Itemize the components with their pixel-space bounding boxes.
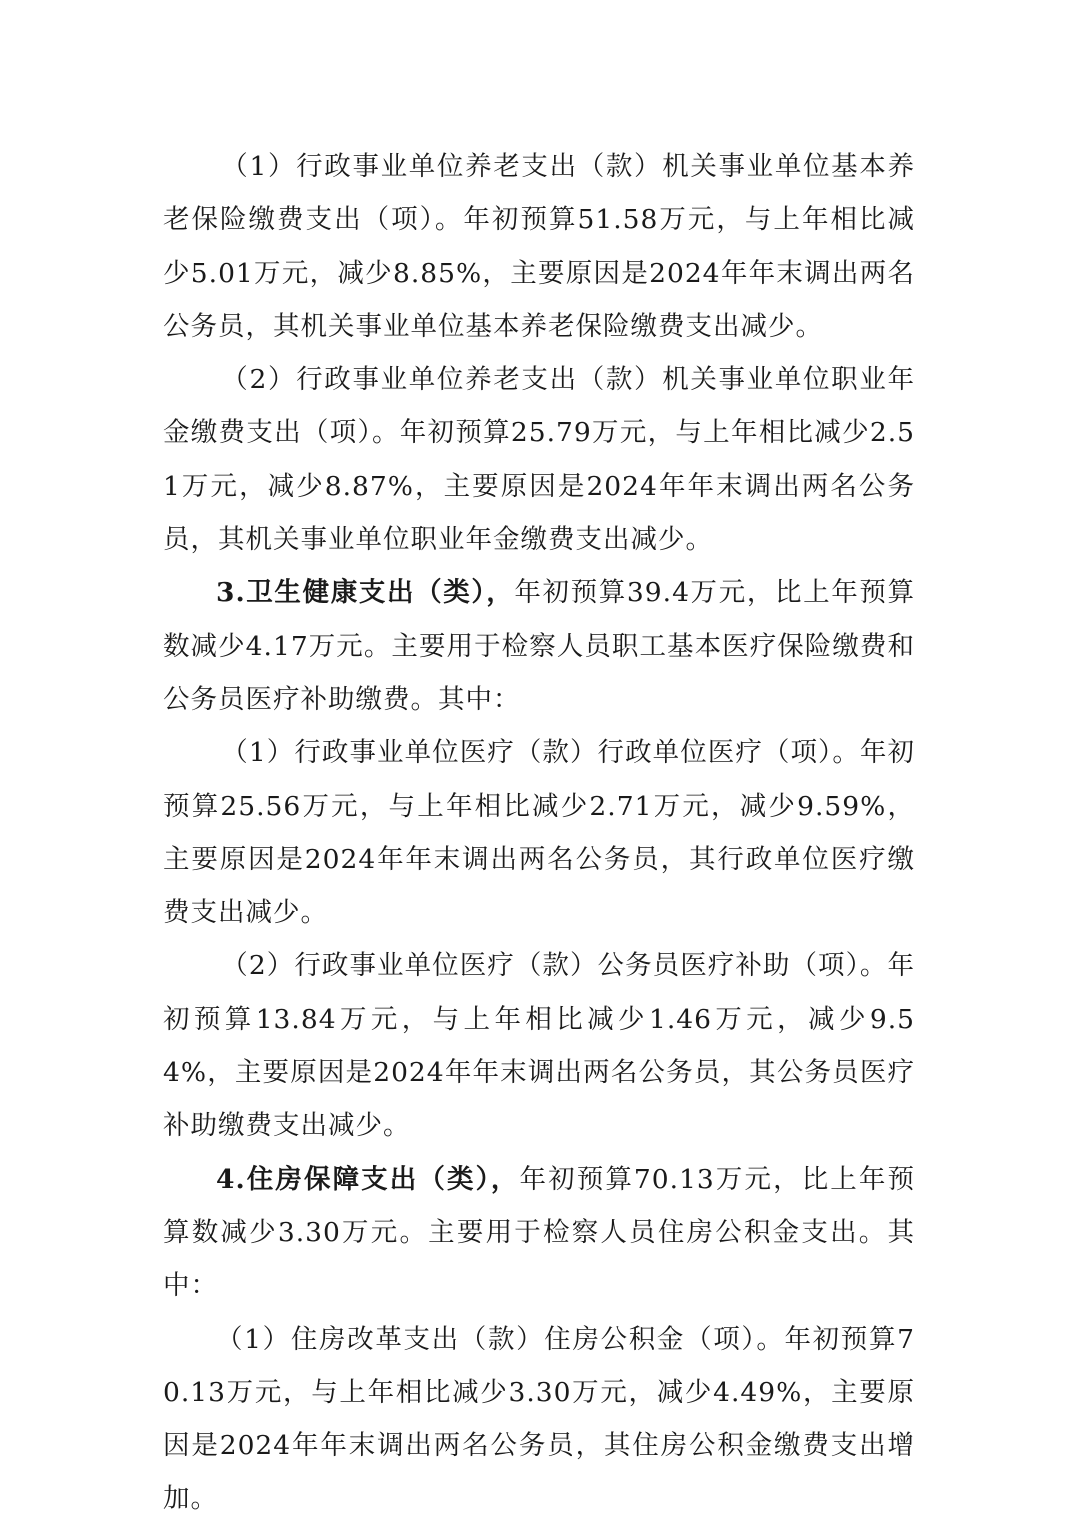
paragraph-text: （1）住房改革支出（款）住房公积金（项）。年初预算70.13万元，与上年相比减少3.30万元，减少4.49%，主要原因是2024年年末调出两名公务员，其住房公积金缴费支出增加。 (163, 1323, 915, 1515)
paragraph-text: 年初预算70.13万元，比上年预算数减少3.30万元。主要用于检察人员住房公积金支出。其中： (163, 1163, 915, 1302)
paragraph-text: （1）行政事业单位医疗（款）行政单位医疗（项）。年初预算25.56万元，与上年相比减少2.71万元，减少9.59%，主要原因是2024年年末调出两名公务员，其行政单位医疗缴费支出减少。 (163, 737, 915, 929)
paragraph-pension-basic (163, 140, 915, 353)
paragraph-text: （2）行政事业单位医疗（款）公务员医疗补助（项）。年初预算13.84万元，与上年相比减少1.46万元，减少9.54%，主要原因是2024年年末调出两名公务员，其公务员医疗补助缴费支出减少。 (163, 950, 915, 1142)
paragraph-text: 年初预算39.4万元，比上年预算数减少4.17万元。主要用于检察人员职工基本医疗保险缴费和公务员医疗补助缴费。其中： (163, 577, 915, 715)
document-page (163, 140, 915, 1526)
paragraph-pension-annuity (163, 353, 915, 566)
paragraph-housing-fund (163, 1313, 915, 1526)
section-heading-housing: 4.住房保障支出（类）， (216, 1163, 520, 1195)
section-heading-health: 3.卫生健康支出（类）， (216, 577, 515, 609)
paragraph-health-category (163, 566, 915, 726)
paragraph-admin-medical (163, 726, 915, 939)
paragraph-civil-servant-medical (163, 939, 915, 1152)
paragraph-text: （2）行政事业单位养老支出（款）机关事业单位职业年金缴费支出（项）。年初预算25.79万元，与上年相比减少2.51万元，减少8.87%，主要原因是2024年年末调出两名公务员，其机关事业单位职业年金缴费支出减少。 (163, 364, 915, 556)
paragraph-text: （1）行政事业单位养老支出（款）机关事业单位基本养老保险缴费支出（项）。年初预算51.58万元，与上年相比减少5.01万元，减少8.85%，主要原因是2024年年末调出两名公务员，其机关事业单位基本养老保险缴费支出减少。 (163, 151, 915, 342)
paragraph-housing-category (163, 1153, 915, 1313)
